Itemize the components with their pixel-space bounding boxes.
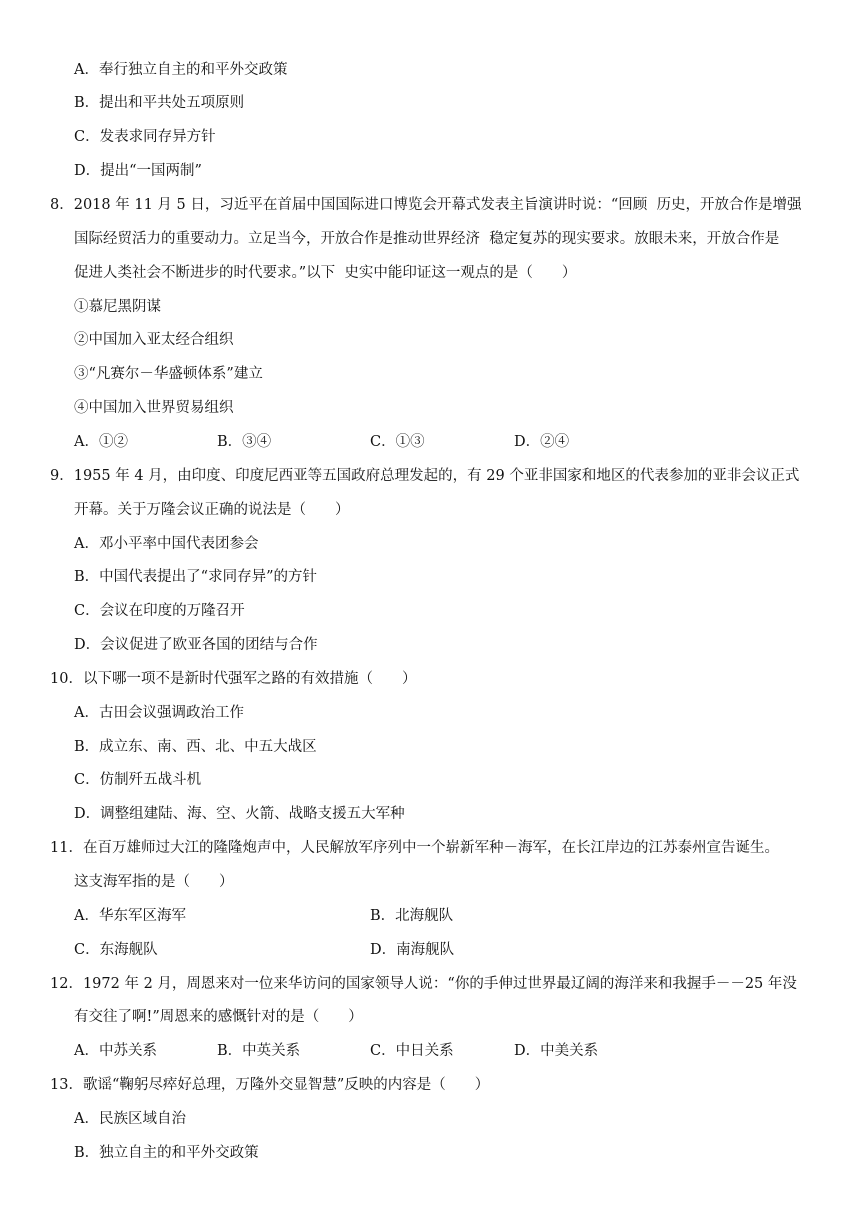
q13-stem: 13．歌谣“鞠躬尽瘁好总理，万隆外交显智慧”反映的内容是（ ） bbox=[50, 1077, 490, 1093]
q9-option-d: D．会议促进了欧亚各国的团结与合作 bbox=[74, 637, 318, 653]
q11-option-c: C．东海舰队 bbox=[74, 942, 158, 958]
q12-option-b: B．中英关系 bbox=[217, 1043, 301, 1059]
q8-option-a: A．①② bbox=[74, 434, 128, 450]
q10-option-a: A．古田会议强调政治工作 bbox=[74, 705, 244, 721]
q12-option-a: A．中苏关系 bbox=[74, 1043, 157, 1059]
q8-item-3: ③“凡赛尔－华盛顿体系”建立 bbox=[74, 366, 263, 382]
q9-option-b: B．中国代表提出了“求同存异”的方针 bbox=[74, 569, 317, 585]
q12-option-d: D．中美关系 bbox=[514, 1043, 599, 1059]
q9-option-a: A．邓小平率中国代表团参会 bbox=[74, 536, 259, 552]
q12-stem-line1: 12．1972 年 2 月，周恩来对一位来华访问的国家领导人说：“你的手伸过世界最辽阔的海洋来和我握手－－25 年没 bbox=[50, 976, 797, 992]
q9-stem-line1: 9．1955 年 4 月，由印度、印度尼西亚等五国政府总理发起的，有 29 个亚非国家和地区的代表参加的亚非会议正式 bbox=[50, 468, 800, 484]
q8-option-b: B．③④ bbox=[217, 434, 272, 450]
q7-option-b: B．提出和平共处五项原则 bbox=[74, 95, 245, 111]
q11-option-a: A．华东军区海军 bbox=[74, 908, 186, 924]
q8-item-4: ④中国加入世界贸易组织 bbox=[74, 400, 234, 416]
q12-stem-line2: 有交往了啊!”周恩来的感慨针对的是（ ） bbox=[74, 1009, 363, 1025]
q7-option-a: A．奉行独立自主的和平外交政策 bbox=[74, 62, 288, 78]
q9-option-c: C．会议在印度的万隆召开 bbox=[74, 603, 245, 619]
q11-option-b: B．北海舰队 bbox=[370, 908, 454, 924]
q13-option-a: A．民族区域自治 bbox=[74, 1111, 186, 1127]
q11-option-d: D．南海舰队 bbox=[370, 942, 455, 958]
q12-option-c: C．中日关系 bbox=[370, 1043, 454, 1059]
q11-stem-line2: 这支海军指的是（ ） bbox=[74, 874, 234, 890]
q10-option-b: B．成立东、南、西、北、中五大战区 bbox=[74, 739, 317, 755]
q8-item-2: ②中国加入亚太经合组织 bbox=[74, 332, 234, 348]
q9-stem-line2: 开幕。关于万隆会议正确的说法是（ ） bbox=[74, 502, 350, 518]
q8-stem-line2: 国际经贸活力的重要动力。立足当今，开放合作是推动世界经济 稳定复苏的现实要求。放眼未来，开放合作是 bbox=[74, 231, 780, 247]
q8-stem-line3: 促进人类社会不断进步的时代要求。”以下 史实中能印证这一观点的是（ ） bbox=[74, 265, 577, 281]
q13-option-b: B．独立自主的和平外交政策 bbox=[74, 1145, 259, 1161]
q8-option-c: C．①③ bbox=[370, 434, 425, 450]
q10-option-d: D．调整组建陆、海、空、火箭、战略支援五大军种 bbox=[74, 806, 405, 822]
q11-stem-line1: 11．在百万雄师过大江的隆隆炮声中，人民解放军序列中一个崭新军种－海军，在长江岸边的江苏泰州宣告诞生。 bbox=[50, 840, 779, 856]
q8-stem-line1: 8．2018 年 11 月 5 日，习近平在首届中国国际进口博览会开幕式发表主旨演讲时说：“回顾 历史，开放合作是增强 bbox=[50, 197, 802, 213]
q10-stem: 10．以下哪一项不是新时代强军之路的有效措施（ ） bbox=[50, 671, 417, 687]
q8-item-1: ①慕尼黑阴谋 bbox=[74, 299, 161, 315]
q8-option-d: D．②④ bbox=[514, 434, 570, 450]
q10-option-c: C．仿制歼五战斗机 bbox=[74, 772, 202, 788]
q7-option-d: D．提出“一国两制” bbox=[74, 163, 202, 179]
q7-option-c: C．发表求同存异方针 bbox=[74, 129, 216, 145]
